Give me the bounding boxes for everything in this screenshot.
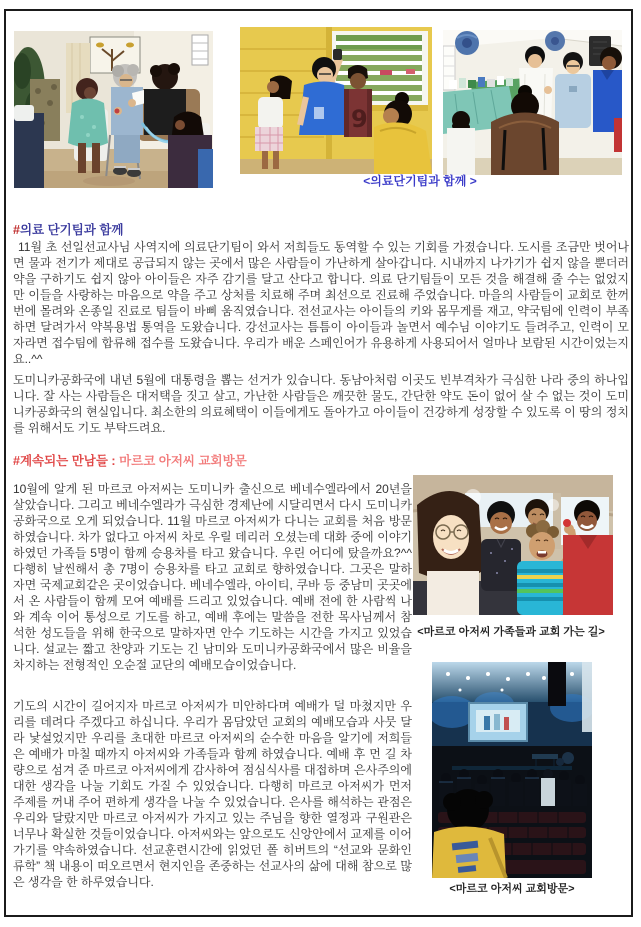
family-car-selfie-photo	[413, 475, 613, 615]
height-check-photo	[240, 27, 432, 174]
medical-heading-hash: #	[13, 223, 20, 237]
marco-paragraph-2: 기도의 시간이 길어지자 마르코 아저씨가 미안하다며 예배가 덜 마쳤지만 우리를 데려다 주겠다고 하십니다. 우리가 몸담았던 교회의 예배모습과 사뭇 달라 낯설었지만 우리를 초대한 마르코 아저씨의 순수한 마음을 알기에 저희들은 예배가 마칠 때까지 아저씨와 가족들과 함께 하였습니다. 예배 후 먼 길 차량으로 섬겨 준 마르코 아저씨에게 감사하여 점심식사를 대접하며 은사주의에 대한 생각을 나눌 기회도 가질 수 있었습니다. 다행히 마르코 아저씨가 먼저 주제를 꺼내 주어 편하게 생각을 나눌 수 있었습니다. 은사를 해석하는 관점은 우리와 달랐지만 마르코 아저씨가 가지고 있는 주님을 향한 열정과 구원관은 너무나 확실한 것들이었습니다. 아저씨와는 앞으로도 신앙안에서 교제를 이어가기를 약속하였습니다. 선교훈련시간에 읽었던 폴 히버트의 “선교와 문화인류학” 책 내용이 떠오르면서 현지인을 존중하는 선교사의 삶에 대해 참으로 많은 생각을 한 하루였습니다.	[13, 699, 412, 889]
height-check-illustration	[240, 27, 432, 174]
marco-section-heading	[13, 451, 247, 469]
pharmacy-table-illustration	[443, 30, 622, 175]
medical-paragraph-2: 도미니카공화국에 내년 5월에 대통령을 뽑는 선거가 있습니다. 동남아처럼 이곳도 빈부격차가 극심한 나라 중의 하나입니다. 잘 사는 사람들은 대저택을 짓고 살고, 가난한 사람들은 깨끗한 물도, 간단한 약도 돈이 없어 살 수 없는 것이 도미니카공화국의 현실입니다. 최소한의 의료혜택이 이들에게도 돌아가고 아이들이 건강하게 성장할 수 있도록 이 땅의 정치를 위해서도 기도 부탁드려요.	[13, 373, 629, 435]
medical-team-caption: <의료단기팀과 함께 >	[363, 174, 477, 188]
family-car-caption: <마르코 아저씨 가족들과 교회 가는 길>	[417, 626, 605, 638]
svg-text:9: 9	[351, 105, 368, 133]
family-car-selfie-illustration	[413, 475, 613, 615]
marco-paragraph-1: 10월에 알게 된 마르코 아저씨는 도미니카 출신으로 베네수엘라에서 20년을 살았습니다. 그리고 베네수엘라가 극심한 경제난에 시달리면서 다시 도미니카공화국으로 오게 되었습니다. 11월 마르코 아저씨가 다니는 교회를 처음 방문하였습니다. 차가 없다고 아저씨 차로 우릴 데리러 오셨는데 대화 중에 이야기하였던 가족들 5명이 함께 승용차를 타고 왔습니다. 우린 어디에 탔을까요?^^ 다행히 날씬해서 총 7명이 승용차를 타고 교회로 향하였습니다. 그곳은 말하자면 국제교회같은 곳이었습니다. 베네수엘라, 아이티, 쿠바 등 중남미 곳곳에서 온 사람들이 함께 모여 예배를 드리고 있었습니다. 예배 전에 한 사람씩 나와 계속 이어 통성으로 기도를 하고, 예배 후에는 말씀을 전한 목사님께서 참석한 성도들을 위해 한국으로 말하자면 안수 기도하는 시간을 가지고 있었습니다. 설교는 짧고 찬양과 기도는 긴 남미와 도미니카공화국에서 많은 비율을 차지하는 전형적인 오순절 교단의 예배모습이었습니다.	[13, 482, 412, 672]
medical-paragraph-1: 11월 초 선일선교사님 사역지에 의료단기팀이 와서 저희들도 동역할 수 있는 기회를 가졌습니다. 도시를 조금만 벗어나면 물과 전기가 제대로 공급되지 않는 곳에서 많은 사람들이 가난하게 살아갑니다. 시내까지 나가기가 쉽지 않을 뿐더러 약을 구하기도 쉽지 않아 아이들은 자주 감기를 달고 산다고 합니다. 의료 단기팀들이 모든 것을 해결해 줄 수는 없었지만 이들을 사랑하는 마음으로 약을 주고 상처를 치료해 주며 최선으로 진료해 주었습니다. 마을의 사람들이 교회로 한꺼번에 몰려와 온종일 진료로 팀들이 바삐 움직였습니다. 전선교사는 아이들의 키와 몸무게를 재고, 약국팀에 인력이 부족하면 달려가서 약복용법 통역을 도왔습니다. 강선교사는 틈틈이 아이들과 놀면서 예수님 이야기도 들려주고, 인력이 모자라면 접수팀에 합류해 접수를 도왔습니다. 우리가 배운 스페인어가 유용하게 사용되어서 얼마나 보람된 시간이었는지요..^^	[13, 240, 629, 366]
medical-section-heading	[13, 220, 124, 238]
marco-heading-sub: 마르코 아저씨 교회방문	[119, 454, 247, 468]
medical-heading-title: 의료 단기팀과 함께	[19, 223, 124, 237]
pharmacy-table-photo	[443, 30, 622, 175]
marco-heading-main: #계속되는 만남들	[13, 454, 108, 468]
clinic-consultation-photo	[14, 31, 213, 188]
marco-heading-separator: :	[107, 454, 120, 468]
church-visit-caption: <마르코 아저씨 교회방문>	[449, 883, 575, 895]
clinic-consultation-illustration	[14, 31, 213, 188]
church-interior-photo	[432, 662, 592, 878]
church-interior-illustration	[432, 662, 592, 878]
